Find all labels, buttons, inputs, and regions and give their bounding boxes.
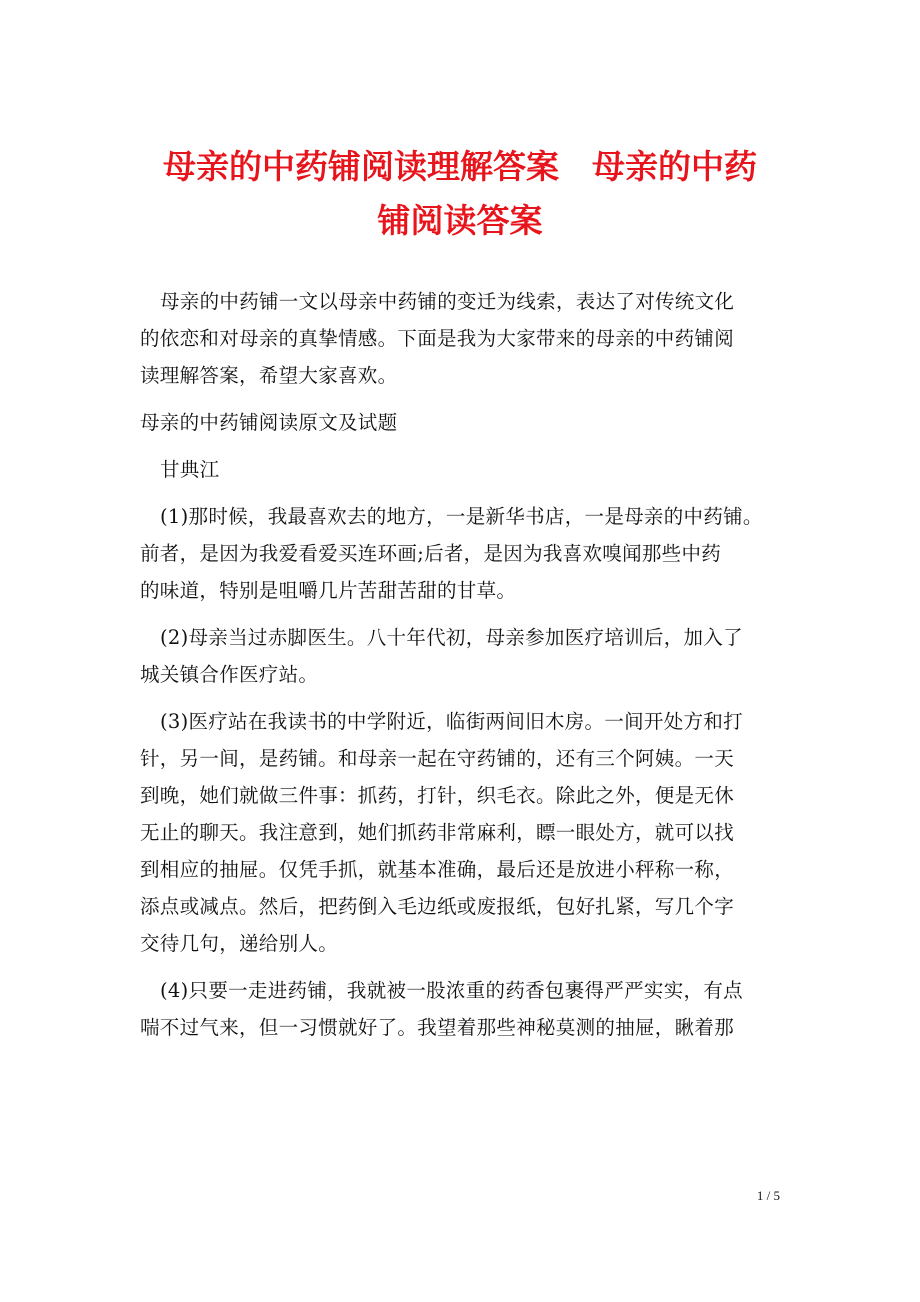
section-heading xyxy=(140,404,782,441)
paragraph-2 xyxy=(140,619,782,693)
text-line: (2)母亲当过赤脚医生。八十年代初，母亲参加医疗培训后，加入了 xyxy=(160,626,743,649)
paragraph-1 xyxy=(140,498,782,609)
paragraph-4 xyxy=(140,972,782,1046)
text-line: 添点或减点。然后，把药倒入毛边纸或废报纸，包好扎紧，写几个字 xyxy=(140,895,735,918)
text-line: 到相应的抽屉。仅凭手抓，就基本准确，最后还是放进小秤称一称， xyxy=(140,858,735,881)
document-body xyxy=(140,283,782,1056)
text-line: 母亲的中药铺阅读原文及试题 xyxy=(140,411,398,434)
text-line: 城关镇合作医疗站。 xyxy=(140,663,319,686)
document-title xyxy=(140,140,780,248)
text-line: 喘不过气来，但一习惯就好了。我望着那些神秘莫测的抽屉，瞅着那 xyxy=(140,1016,735,1039)
page-number: 1 / 5 xyxy=(756,1188,780,1203)
intro-paragraph xyxy=(140,283,782,394)
text-line: 的味道，特别是咀嚼几片苦甜苦甜的甘草。 xyxy=(140,579,517,602)
text-line: 甘典江 xyxy=(160,458,220,481)
paragraph-3 xyxy=(140,703,782,962)
text-line: 的依恋和对母亲的真挚情感。下面是我为大家带来的母亲的中药铺阅 xyxy=(140,327,735,350)
title-line-1: 母亲的中药铺阅读理解答案 母亲的中药 xyxy=(163,147,757,186)
text-line: (4)只要一走进药铺，我就被一股浓重的药香包裹得严严实实，有点 xyxy=(160,979,743,1002)
text-line: 针，另一间，是药铺。和母亲一起在守药铺的，还有三个阿姨。一天 xyxy=(140,747,735,770)
text-line: (3)医疗站在我读书的中学附近，临街两间旧木房。一间开处方和打 xyxy=(160,710,743,733)
text-line: 读理解答案，希望大家喜欢。 xyxy=(140,364,398,387)
text-line: 母亲的中药铺一文以母亲中药铺的变迁为线索，表达了对传统文化 xyxy=(160,290,735,313)
text-line: 交待几句，递给别人。 xyxy=(140,932,339,955)
text-line: 前者，是因为我爱看爱买连环画;后者，是因为我喜欢嗅闻那些中药 xyxy=(140,542,722,565)
text-line: (1)那时候，我最喜欢去的地方，一是新华书店，一是母亲的中药铺。 xyxy=(160,505,763,528)
author-name xyxy=(140,451,782,488)
text-line: 到晚，她们就做三件事：抓药，打针，织毛衣。除此之外，便是无休 xyxy=(140,784,735,807)
text-line: 无止的聊天。我注意到，她们抓药非常麻利，瞟一眼处方，就可以找 xyxy=(140,821,735,844)
title-line-2: 铺阅读答案 xyxy=(377,201,543,240)
